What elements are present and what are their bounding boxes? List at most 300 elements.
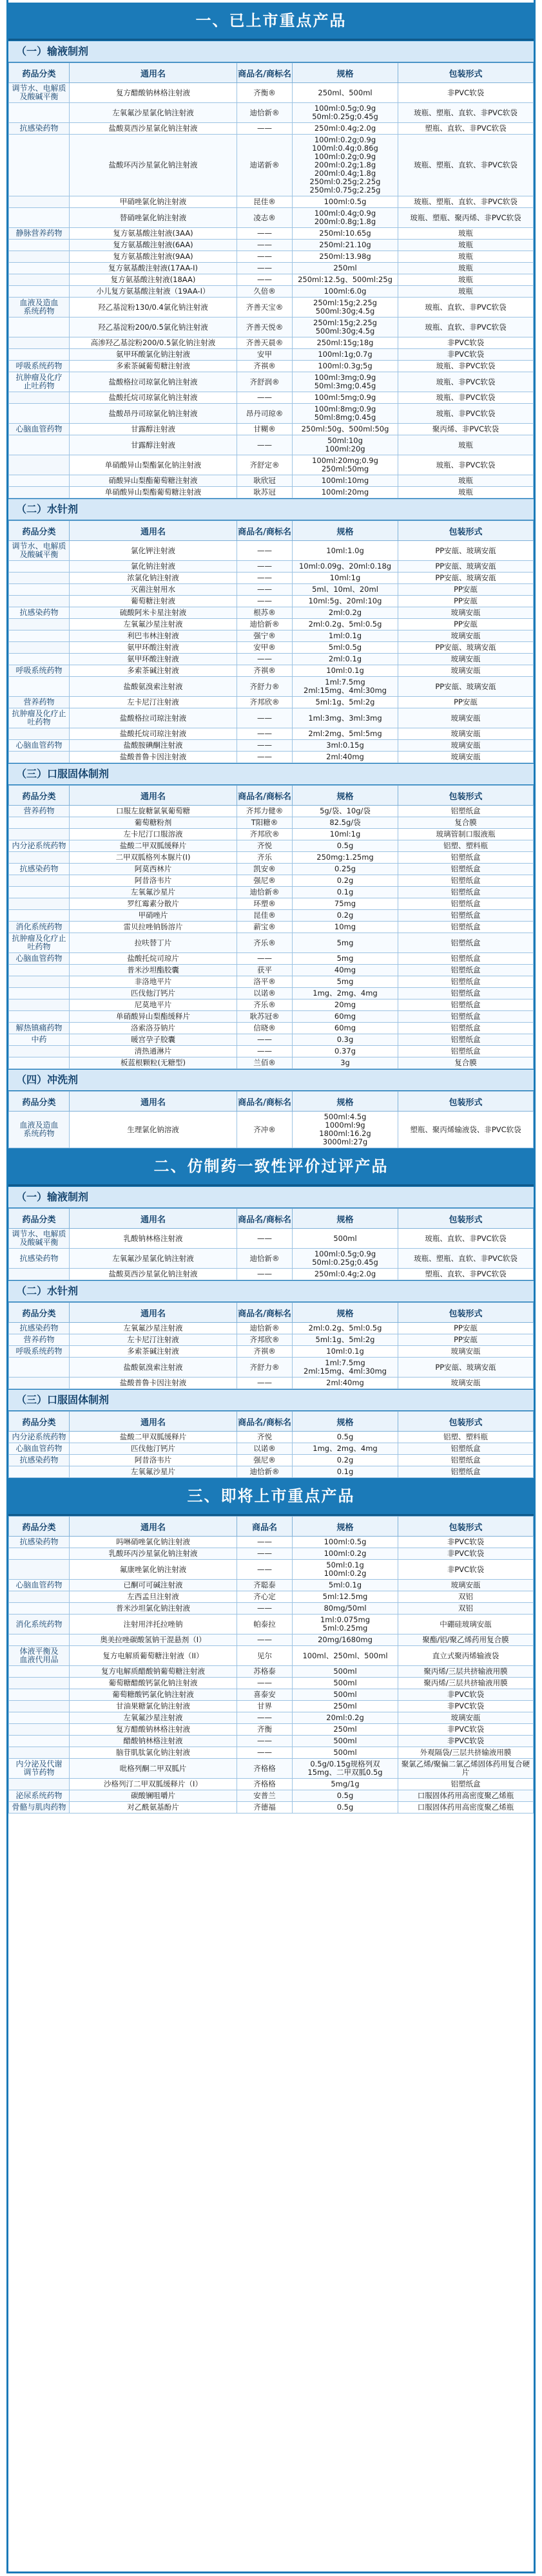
package-form: 玻瓶、直软、非PVC软袋 xyxy=(398,298,534,317)
drug-category xyxy=(9,1747,70,1759)
brand-name: —— xyxy=(237,1603,293,1615)
package-form: 口服固体药用高密度聚乙烯瓶 xyxy=(398,1802,534,1814)
drug-category: 抗感染药物 xyxy=(9,123,70,135)
generic-name: 复方醋酸钠林格注射液 xyxy=(70,1724,237,1736)
package-form: PP安瓿、玻璃安瓿 xyxy=(398,1358,534,1378)
generic-name: 单硝酸异山梨酯缓释片 xyxy=(70,1011,237,1023)
brand-name: 迪恰新® xyxy=(237,1466,293,1478)
drug-category: 调节水、电解质 及酸碱平衡 xyxy=(9,541,70,561)
drug-category xyxy=(9,1466,70,1478)
product-table xyxy=(8,62,534,498)
table-header-row xyxy=(9,1209,534,1229)
package-form: 非PVC软袋 xyxy=(398,1537,534,1548)
specification: 100ml:20mg;0.9g 250ml:50mg xyxy=(293,455,398,475)
brand-name: 齐乐® xyxy=(237,933,293,953)
header-package: 包装形式 xyxy=(398,1092,534,1112)
generic-name: 盐酸莫西沙星氯化钠注射液 xyxy=(70,123,237,135)
package-form: 玻瓶、塑瓶、聚丙烯、非PVC软袋 xyxy=(398,208,534,228)
package-form: 玻璃安瓿 xyxy=(398,752,534,763)
brand-name: —— xyxy=(237,1678,293,1689)
drug-category xyxy=(9,1591,70,1603)
table-row xyxy=(9,752,534,763)
brand-name: 凌志® xyxy=(237,208,293,228)
drug-category xyxy=(9,435,70,455)
specification: 5mg xyxy=(293,976,398,988)
generic-name: 单硝酸异山梨酯葡萄糖注射液 xyxy=(70,487,237,498)
drug-category: 抗感染药物 xyxy=(9,1537,70,1548)
table-row xyxy=(9,817,534,829)
specification: 250ml:10.65g xyxy=(293,228,398,240)
package-form: 铝塑纸盒 xyxy=(398,922,534,933)
drug-category: 抗感染药物 xyxy=(9,864,70,875)
drug-category: 消化系统药物 xyxy=(9,922,70,933)
table-row xyxy=(9,83,534,103)
brand-name: —— xyxy=(237,752,293,763)
header-category: 药品分类 xyxy=(9,521,70,541)
specification: 2ml:2mg、5ml:5mg xyxy=(293,728,398,740)
generic-name: 葡萄糖注射液 xyxy=(70,596,237,607)
specification: 10ml:1.0g xyxy=(293,541,398,561)
header-generic-name: 通用名 xyxy=(70,521,237,541)
specification: 100ml:0.5g;0.9g 50ml:0.25g;0.45g xyxy=(293,103,398,123)
drug-category xyxy=(9,1701,70,1712)
brand-name: 迪恰新® xyxy=(237,103,293,123)
package-form: PP安瓿、玻璃安瓿 xyxy=(398,677,534,697)
generic-name: 脑苷肌肽氯化钠注射液 xyxy=(70,1747,237,1759)
header-category: 药品分类 xyxy=(9,63,70,83)
package-form: 铝塑纸盒 xyxy=(398,953,534,965)
table-row xyxy=(9,1346,534,1358)
brand-name: —— xyxy=(237,584,293,596)
specification: 100ml:6.0g xyxy=(293,286,398,298)
generic-name: 匹伐他汀钙片 xyxy=(70,988,237,999)
specification: 250ml:15g;2.25g 500ml:30g;4.5g xyxy=(293,317,398,337)
table-row xyxy=(9,852,534,864)
package-form: 非PVC软袋 xyxy=(398,1560,534,1580)
brand-name: 齐格格 xyxy=(237,1759,293,1779)
generic-name: 替硝唑氯化钠注射液 xyxy=(70,208,237,228)
package-form: 非PVC软袋 xyxy=(398,1689,534,1701)
generic-name: 浓氯化钠注射液 xyxy=(70,573,237,584)
specification: 3g xyxy=(293,1057,398,1069)
brand-name: 强宁® xyxy=(237,630,293,642)
package-form: 玻瓶、直软、非PVC软袋 xyxy=(398,1229,534,1249)
drug-category xyxy=(9,1011,70,1023)
drug-category xyxy=(9,1378,70,1389)
generic-name: 高渗羟乙基淀粉200/0.5氯化钠注射液 xyxy=(70,337,237,349)
generic-name: 注射用泮托拉唑钠 xyxy=(70,1615,237,1634)
brand-name: 强尼® xyxy=(237,1455,293,1466)
package-form: PP安瓿 xyxy=(398,584,534,596)
specification: 2ml:0.2g、5ml:0.5g xyxy=(293,1323,398,1334)
generic-name: 复方氨基酸注射液(18AA) xyxy=(70,274,237,286)
header-generic-name: 通用名 xyxy=(70,1092,237,1112)
header-generic-name: 通用名 xyxy=(70,1517,237,1537)
package-form: 铝塑纸盒 xyxy=(398,933,534,953)
drug-category xyxy=(9,475,70,487)
brand-name: 齐聪泰 xyxy=(237,1580,293,1591)
specification: 5ml:0.1g xyxy=(293,1580,398,1591)
package-form: 非PVC软袋 xyxy=(398,337,534,349)
specification: 250ml:0.4g;2.0g xyxy=(293,123,398,135)
drug-category: 抗感染药物 xyxy=(9,1323,70,1334)
package-form: 玻瓶 xyxy=(398,286,534,298)
header-brand-name: 商品名/商标名 xyxy=(237,1303,293,1323)
generic-name: 小儿复方氨基酸注射液（19AA-I） xyxy=(70,286,237,298)
specification: 82.5g/袋 xyxy=(293,817,398,829)
group-title: （一）输液制剂 xyxy=(8,1186,534,1208)
generic-name: 甘露醇注射液 xyxy=(70,424,237,435)
generic-name: 清热通淋片 xyxy=(70,1046,237,1057)
generic-name: 盐酸二甲双胍缓释片 xyxy=(70,1432,237,1443)
table-row xyxy=(9,1334,534,1346)
specification: 0.5g/0.15g规格列双 15mg、二甲双胍0.5g xyxy=(293,1759,398,1779)
specification: 60mg xyxy=(293,1023,398,1034)
brand-name: 齐祺® xyxy=(237,361,293,372)
generic-name: 左氧氟沙星氯化钠注射液 xyxy=(70,1249,237,1269)
drug-category xyxy=(9,752,70,763)
generic-name: 沙格列汀二甲双胍缓释片（I） xyxy=(70,1779,237,1790)
brand-name: 根苏® xyxy=(237,607,293,619)
header-brand-name: 商品名/商标名 xyxy=(237,1412,293,1432)
brand-name: 齐悦 xyxy=(237,840,293,852)
package-form: PP安瓿 xyxy=(398,1323,534,1334)
table-row xyxy=(9,123,534,135)
package-form: 铝塑纸盒 xyxy=(398,1023,534,1034)
brand-name: 以诺® xyxy=(237,988,293,999)
header-generic-name: 通用名 xyxy=(70,1209,237,1229)
generic-name: 左氧氟沙星片 xyxy=(70,887,237,898)
package-form: 玻璃安瓿 xyxy=(398,630,534,642)
drug-category: 心脑血管药物 xyxy=(9,1443,70,1455)
brand-name: —— xyxy=(237,228,293,240)
header-spec: 规格 xyxy=(293,63,398,83)
drug-category xyxy=(9,1548,70,1560)
header-category: 药品分类 xyxy=(9,1412,70,1432)
specification: 500ml xyxy=(293,1666,398,1678)
generic-name: 多索茶碱注射液 xyxy=(70,665,237,677)
specification: 100ml:0.3g;5g xyxy=(293,361,398,372)
document-page xyxy=(6,0,536,2573)
table-row xyxy=(9,1724,534,1736)
package-form: 铝塑纸盒 xyxy=(398,910,534,922)
package-form: PP安瓿、玻璃安瓿 xyxy=(398,541,534,561)
drug-category: 内分泌系统药物 xyxy=(9,1432,70,1443)
specification: 250ml:0.4g;2.0g xyxy=(293,1269,398,1280)
product-table xyxy=(8,520,534,763)
package-form: 铝塑纸盒 xyxy=(398,852,534,864)
package-form: 玻瓶、塑瓶、直软、非PVC软袋 xyxy=(398,1249,534,1269)
generic-name: 盐酸二甲双胍缓释片 xyxy=(70,840,237,852)
generic-name: 氨甲环酸注射液 xyxy=(70,654,237,665)
table-row xyxy=(9,630,534,642)
drug-category xyxy=(9,274,70,286)
package-form: 双铝 xyxy=(398,1603,534,1615)
specification: 10ml:0.1g xyxy=(293,665,398,677)
package-form: 非PVC软袋 xyxy=(398,1701,534,1712)
package-form: 铝塑纸盒 xyxy=(398,1011,534,1023)
brand-name: 齐乐® xyxy=(237,999,293,1011)
header-spec: 规格 xyxy=(293,1092,398,1112)
specification: 10mg xyxy=(293,922,398,933)
package-form: 铝塑纸盒 xyxy=(398,965,534,976)
package-form: 铝塑纸盒 xyxy=(398,1046,534,1057)
generic-name: 洛索洛芬钠片 xyxy=(70,1023,237,1034)
generic-name: 复方电解质醋酸钠葡萄糖注射液 xyxy=(70,1666,237,1678)
package-form: 铝塑纸盒 xyxy=(398,864,534,875)
table-row xyxy=(9,619,534,630)
generic-name: 乳酸钠林格注射液 xyxy=(70,1229,237,1249)
brand-name: —— xyxy=(237,240,293,251)
brand-name: 齐祺® xyxy=(237,1346,293,1358)
specification: 250ml、500ml xyxy=(293,83,398,103)
generic-name: 多索茶碱葡萄糖注射液 xyxy=(70,361,237,372)
specification: 1mg、2mg、4mg xyxy=(293,1443,398,1455)
brand-name: —— xyxy=(237,953,293,965)
package-form: PP安瓿 xyxy=(398,596,534,607)
specification: 0.5g xyxy=(293,1790,398,1802)
table-row xyxy=(9,922,534,933)
generic-name: 羟乙基淀粉130/0.4氯化钠注射液 xyxy=(70,298,237,317)
drug-category xyxy=(9,1689,70,1701)
package-form: 铝塑纸盒 xyxy=(398,1455,534,1466)
drug-category: 心脑血管药物 xyxy=(9,740,70,752)
drug-category: 心脑血管药物 xyxy=(9,1580,70,1591)
specification: 0.3g xyxy=(293,1034,398,1046)
table-row xyxy=(9,541,534,561)
table-header-row xyxy=(9,521,534,541)
table-row xyxy=(9,875,534,887)
product-table xyxy=(8,1411,534,1478)
specification: 0.37g xyxy=(293,1046,398,1057)
table-row xyxy=(9,1790,534,1802)
table-row xyxy=(9,840,534,852)
header-category: 药品分类 xyxy=(9,1092,70,1112)
table-row xyxy=(9,1432,534,1443)
table-row xyxy=(9,1689,534,1701)
package-form: 玻瓶、非PVC软袋 xyxy=(398,361,534,372)
specification: 0.1g xyxy=(293,1466,398,1478)
brand-name: 齐善天晨® xyxy=(237,337,293,349)
specification: 5g/袋、10g/袋 xyxy=(293,806,398,817)
header-spec: 规格 xyxy=(293,521,398,541)
table-row xyxy=(9,933,534,953)
package-form: 玻璃安瓿 xyxy=(398,665,534,677)
package-form: 铝塑纸盒 xyxy=(398,999,534,1011)
brand-name: 齐心定 xyxy=(237,1591,293,1603)
header-package: 包装形式 xyxy=(398,786,534,806)
brand-name: 迪恰新® xyxy=(237,1249,293,1269)
drug-category xyxy=(9,1560,70,1580)
specification: 250ml xyxy=(293,1724,398,1736)
header-brand-name: 商品名/商标名 xyxy=(237,63,293,83)
generic-name: 普米沙坦氯化钠注射液 xyxy=(70,1603,237,1615)
package-form: 复合膜 xyxy=(398,817,534,829)
brand-name: 环塑® xyxy=(237,898,293,910)
specification: 250ml:15g;18g xyxy=(293,337,398,349)
brand-name: 强尼® xyxy=(237,875,293,887)
generic-name: 阿莫西林片 xyxy=(70,864,237,875)
brand-name: 齐德福 xyxy=(237,1802,293,1814)
table-row xyxy=(9,677,534,697)
table-header-row xyxy=(9,786,534,806)
drug-category: 抗肿瘤及化疗止吐药物 xyxy=(9,708,70,728)
package-form: 双铝 xyxy=(398,1591,534,1603)
drug-category xyxy=(9,196,70,208)
drug-category xyxy=(9,1046,70,1057)
drug-category xyxy=(9,561,70,573)
package-form: 铝塑纸盒 xyxy=(398,1443,534,1455)
header-brand-name: 商品名/商标名 xyxy=(237,1209,293,1229)
header-package: 包装形式 xyxy=(398,1209,534,1229)
header-spec: 规格 xyxy=(293,1303,398,1323)
table-row xyxy=(9,1560,534,1580)
package-form: 玻璃安瓿 xyxy=(398,1712,534,1724)
table-row xyxy=(9,251,534,263)
drug-category: 血液及造血 系统药物 xyxy=(9,1112,70,1148)
generic-name: 复方醋酸钠林格注射液 xyxy=(70,83,237,103)
package-form: PP安瓿、玻璃安瓿 xyxy=(398,573,534,584)
drug-category: 消化系统药物 xyxy=(9,1615,70,1634)
table-row xyxy=(9,953,534,965)
table-row xyxy=(9,1249,534,1269)
table-row xyxy=(9,1701,534,1712)
drug-category xyxy=(9,392,70,404)
brand-name: —— xyxy=(237,596,293,607)
specification: 20ml:0.2g xyxy=(293,1712,398,1724)
package-form: 铝塑纸盒 xyxy=(398,875,534,887)
header-generic-name: 通用名 xyxy=(70,63,237,83)
generic-name: 吗啉硝唑氯化钠注射液 xyxy=(70,1537,237,1548)
brand-name: 齐冲® xyxy=(237,1112,293,1148)
brand-name: —— xyxy=(237,123,293,135)
specification: 2ml:0.2g xyxy=(293,607,398,619)
generic-name: 利巴韦林注射液 xyxy=(70,630,237,642)
brand-name: 昆佳® xyxy=(237,196,293,208)
group-title: （二）水针剂 xyxy=(8,498,534,520)
generic-name: 阿昔洛韦片 xyxy=(70,1455,237,1466)
brand-name: 齐舒力® xyxy=(237,1358,293,1378)
generic-name: 左氧氟沙星注射液 xyxy=(70,1712,237,1724)
generic-name: 盐酸普鲁卡因注射液 xyxy=(70,1378,237,1389)
specification: 5mg xyxy=(293,933,398,953)
header-spec: 规格 xyxy=(293,786,398,806)
specification: 250ml:15g;2.25g 500ml:30g;4.5g xyxy=(293,298,398,317)
brand-name: —— xyxy=(237,1537,293,1548)
brand-name: 齐衡® xyxy=(237,83,293,103)
table-row xyxy=(9,1712,534,1724)
brand-name: —— xyxy=(237,573,293,584)
header-generic-name: 通用名 xyxy=(70,786,237,806)
drug-category xyxy=(9,337,70,349)
brand-name: —— xyxy=(237,263,293,274)
package-form: 玻璃安瓿 xyxy=(398,708,534,728)
brand-name: 苏格泰 xyxy=(237,1666,293,1678)
table-row xyxy=(9,455,534,475)
drug-category xyxy=(9,487,70,498)
drug-category: 静脉营养药物 xyxy=(9,228,70,240)
package-form: 塑瓶、聚丙烯输液袋、非PVC软袋 xyxy=(398,1112,534,1148)
drug-category xyxy=(9,875,70,887)
generic-name: 盐酸氨溴索注射液 xyxy=(70,677,237,697)
package-form: 聚丙烯、非PVC软袋 xyxy=(398,424,534,435)
brand-name: 齐祺® xyxy=(237,665,293,677)
drug-category: 中药 xyxy=(9,1034,70,1046)
table-row xyxy=(9,274,534,286)
table-row xyxy=(9,1378,534,1389)
group-title: （三）口服固体制剂 xyxy=(8,1389,534,1411)
specification: 250mg:1.25mg xyxy=(293,852,398,864)
package-form: 玻瓶 xyxy=(398,228,534,240)
drug-category xyxy=(9,404,70,424)
table-row xyxy=(9,392,534,404)
specification: 10ml:1g xyxy=(293,573,398,584)
table-header-row xyxy=(9,1412,534,1432)
specification: 5ml:0.5g xyxy=(293,642,398,654)
specification: 5ml:1g、5ml:2g xyxy=(293,697,398,708)
package-form: 玻璃安瓿 xyxy=(398,607,534,619)
specification: 2ml:0.2g、5ml:0.5g xyxy=(293,619,398,630)
drug-category xyxy=(9,965,70,976)
generic-name: 乳酸环丙沙星氯化钠注射液 xyxy=(70,1548,237,1560)
drug-category: 呼吸系统药物 xyxy=(9,1346,70,1358)
table-header-row xyxy=(9,1303,534,1323)
table-row xyxy=(9,475,534,487)
drug-category: 内分泌及代谢 调节药物 xyxy=(9,1759,70,1779)
specification: 2ml:0.1g xyxy=(293,654,398,665)
drug-category xyxy=(9,728,70,740)
brand-name: 昆佳® xyxy=(237,910,293,922)
generic-name: 复方氨基酸注射液(17AA-I) xyxy=(70,263,237,274)
generic-name: 板蓝根颗粒(无糖型) xyxy=(70,1057,237,1069)
table-row xyxy=(9,372,534,392)
specification: 250ml:50g、500ml:50g xyxy=(293,424,398,435)
generic-name: 硝酸异山梨酯葡萄糖注射液 xyxy=(70,475,237,487)
specification: 10ml:0.09g、20ml:0.18g xyxy=(293,561,398,573)
drug-category xyxy=(9,584,70,596)
generic-name: 盐酸托烷司琼氯化钠注射液 xyxy=(70,392,237,404)
drug-category xyxy=(9,1724,70,1736)
generic-name: 左卡尼汀注射液 xyxy=(70,1334,237,1346)
product-table xyxy=(8,1091,534,1148)
table-header-row xyxy=(9,1517,534,1537)
drug-category: 解热镇痛药物 xyxy=(9,1023,70,1034)
package-form: 聚丙烯/三层共挤输液用膜 xyxy=(398,1678,534,1689)
specification: 250ml:13.98g xyxy=(293,251,398,263)
brand-name: 齐邦欣® xyxy=(237,697,293,708)
generic-name: 尼莫地平片 xyxy=(70,999,237,1011)
table-row xyxy=(9,1747,534,1759)
table-row xyxy=(9,1759,534,1779)
specification: 500ml xyxy=(293,1747,398,1759)
brand-name: 齐舒定® xyxy=(237,455,293,475)
drug-category xyxy=(9,817,70,829)
specification: 500ml:4.5g 1000ml:9g 1800ml:16.2g 3000ml:27g xyxy=(293,1112,398,1148)
table-row xyxy=(9,487,534,498)
section-banner: 一、已上市重点产品 xyxy=(8,3,534,41)
product-table xyxy=(8,1516,534,1814)
package-form: 铝塑、塑料瓶 xyxy=(398,840,534,852)
drug-category xyxy=(9,1678,70,1689)
brand-name: —— xyxy=(237,1712,293,1724)
group-title: （四）冲洗剂 xyxy=(8,1069,534,1091)
header-category: 药品分类 xyxy=(9,1209,70,1229)
package-form: 复合膜 xyxy=(398,1057,534,1069)
table-row xyxy=(9,1229,534,1249)
package-form: 铝塑纸盒 xyxy=(398,976,534,988)
table-row xyxy=(9,1591,534,1603)
specification: 100ml:20mg xyxy=(293,487,398,498)
